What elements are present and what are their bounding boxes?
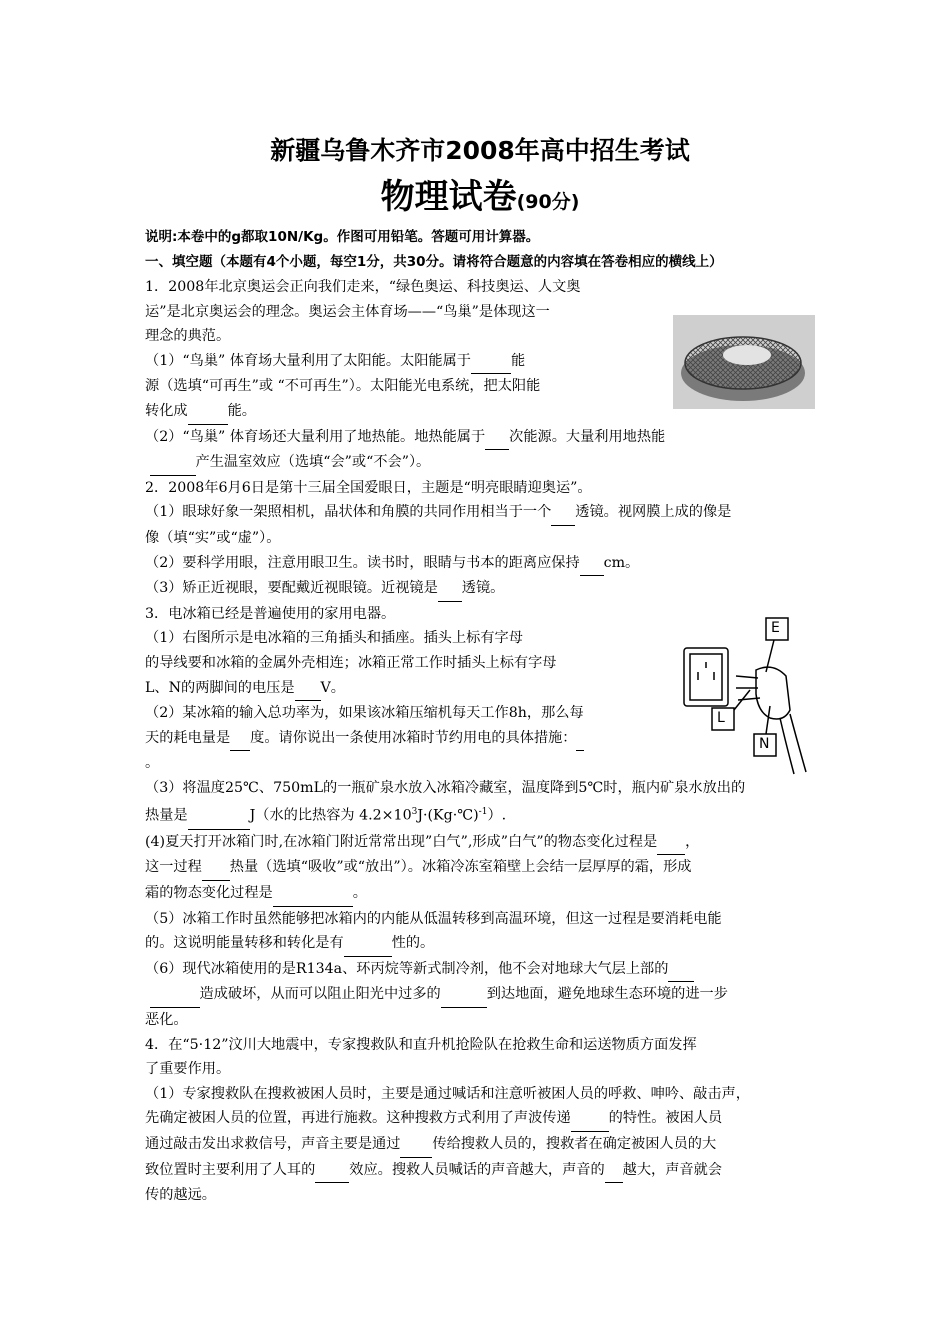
text: J（水的比热容为 4.2×10 [249, 808, 412, 825]
q1-line: 1．2008年北京奥运会正向我们走来，“绿色奥运、科技奥运、人文奥 [145, 279, 581, 295]
blank [551, 500, 575, 526]
q4-line [145, 1158, 815, 1184]
plug-socket-figure [678, 614, 813, 776]
superscript: -1 [478, 807, 488, 818]
q3-line: 。 [145, 755, 160, 772]
text: (4)夏天打开冰箱门时,在冰箱门附近常常出现”白气”,形成”白气”的物态变化过程是 [145, 833, 658, 850]
q2-part3 [145, 576, 815, 602]
section-label: 一、填空题 [145, 254, 213, 270]
q3-line: （3）将温度25℃、750mL的一瓶矿泉水放入冰箱冷藏室，温度降到5℃时，瓶内矿泉水放出的 [145, 779, 746, 796]
q3-line: 恶化。 [145, 1011, 188, 1028]
text: 霜的物态变化过程是 [145, 884, 273, 901]
section-heading [145, 250, 815, 275]
text: 热量（选填“吸收”或“放出”）。冰箱冷冻室箱壁上会结一层厚厚的霜，形成 [229, 859, 692, 876]
text: L、N的两脚间的电压是 [145, 679, 295, 696]
q4-line: 4．在“5·12”汶川大地震中，专家搜救队和直升机抢险队在抢救生命和运送物质方面发挥 [145, 1036, 697, 1053]
text: 次能源。大量利用地热能 [509, 428, 666, 445]
q3-line: 的导线要和冰箱的金属外壳相连；冰箱正常工作时插头上标有字母 [145, 654, 557, 671]
text: 的特性。被困人员 [608, 1110, 723, 1127]
exam-title: 新疆乌鲁木齐市2008年高中招生考试 [270, 136, 690, 165]
text: 的。这说明能量转移和转化是有 [145, 935, 344, 952]
text: 通过敲击发出求救信号，声音主要是通过 [145, 1135, 401, 1152]
text: 产生温室效应（选填“会”或“不会”）。 [195, 454, 431, 471]
text: J·(Kg·℃) [417, 808, 479, 825]
blank [471, 349, 511, 375]
blank [441, 982, 487, 1008]
q4-line: 了重要作用。 [145, 1061, 231, 1078]
q1-line: 运”是北京奥运会的理念。奥运会主体育场——“鸟巢”是体现这一 [145, 303, 550, 320]
text: 这一过程 [145, 859, 202, 876]
text: 透镜。 [461, 580, 505, 597]
q2-stem: 2．2008年6月6日是第十三届全国爱眼日，主题是“明亮眼睛迎奥运”。 [145, 479, 592, 496]
blank [150, 450, 196, 476]
text: ， [685, 833, 700, 850]
text: （1）眼球好象一架照相机，晶状体和角膜的共同作用相当于一个 [145, 504, 552, 521]
text: （1）“鸟巢” 体育场大量利用了太阳能。太阳能属于 [145, 352, 471, 369]
text: 效应。搜救人员喊话的声音越大，声音的 [349, 1161, 605, 1178]
q3-line: （5）冰箱工作时虽然能够把冰箱内的内能从低温转移到高温环境，但这一过程是要消耗电能 [145, 910, 722, 927]
label-e: E [771, 620, 780, 636]
blank [400, 1132, 432, 1158]
text: 性的。 [391, 935, 435, 952]
blank [344, 931, 392, 957]
exam-page [145, 128, 815, 1208]
blank [485, 425, 509, 451]
text: 度。请你说出一条使用冰箱时节约用电的具体措施： [250, 729, 577, 746]
text: 传给搜救人员的，搜救者在确定被困人员的大 [432, 1135, 717, 1152]
text: ）. [487, 808, 507, 825]
blank [295, 676, 321, 702]
blank [315, 1158, 349, 1184]
q3-line [145, 881, 815, 907]
score-label: (90分) [516, 191, 580, 213]
q3-line [145, 676, 650, 702]
q1-line: 源（选填“可再生”或 “不可再生”）。太阳能光电系统，把太阳能 [145, 378, 541, 395]
label-l: L [717, 710, 725, 726]
text: 能。 [227, 402, 256, 419]
q3-line [145, 982, 815, 1008]
text: 热量是 [145, 808, 188, 825]
q4-line [145, 1132, 815, 1158]
blank [188, 804, 250, 830]
q4-line: 传的越远。 [145, 1187, 216, 1204]
blank [438, 576, 462, 602]
text: 致位置时主要利用了人耳的 [145, 1161, 316, 1178]
q3-line: （2）某冰箱的输入总功率为，如果该冰箱压缩机每天工作8h，那么每 [145, 705, 584, 722]
blank [273, 881, 353, 907]
q1-line [145, 399, 660, 425]
blank [605, 1158, 623, 1184]
q2-part1 [145, 500, 815, 526]
text: 透镜。视网膜上成的像是 [575, 504, 732, 521]
text: 天的耗电量是 [145, 729, 231, 746]
subject-label: 物理试卷 [380, 177, 517, 217]
label-n: N [759, 736, 770, 752]
text: （3）矫正近视眼，要配戴近视眼镜。近视镜是 [145, 580, 438, 597]
text: 到达地面，避免地球生态环境的进一步 [486, 986, 728, 1003]
blank [202, 855, 230, 881]
instructions: 说明:本卷中的g都取10N/Kg。作图可用铅笔。答题可用计算器。 [145, 229, 540, 245]
q2-part2 [145, 551, 815, 577]
text: 造成破坏，从而可以阻止阳光中过多的 [199, 986, 441, 1003]
text: V。 [320, 679, 345, 696]
blank [571, 1106, 609, 1132]
q4-line: （1）专家搜救队在搜救被困人员时，主要是通过喊话和注意听被困人员的呼救、呻吟、敲击声， [145, 1085, 750, 1102]
q3-line [145, 726, 650, 752]
q4-line [145, 1106, 815, 1132]
q2-line: 像（填“实”或“虚”）。 [145, 529, 281, 546]
q3-line [145, 957, 815, 983]
question-3-top [145, 602, 650, 776]
q1-line: 理念的典范。 [145, 328, 231, 345]
q3-line [145, 931, 815, 957]
blank [668, 957, 694, 983]
text: 转化成 [145, 402, 188, 419]
q3-line [145, 855, 815, 881]
text: （2）要科学用眼，注意用眼卫生。读书时，眼睛与书本的距离应保持 [145, 554, 580, 571]
text: 。 [352, 884, 367, 901]
q3-line [145, 830, 815, 856]
blank [150, 982, 200, 1008]
question-1 [145, 275, 660, 425]
text: （6）现代冰箱使用的是R134a、环丙烷等新式制冷剂，他不会对地球大气层上部的 [145, 960, 669, 977]
blank [657, 830, 685, 856]
q3-stem: 3．电冰箱已经是普遍使用的家用电器。 [145, 605, 396, 622]
section-desc: （本题有4个小题，每空1分，共30分。请将符合题意的内容填在答卷相应的横线上） [212, 254, 723, 270]
text: （2）“鸟巢” 体育场还大量利用了地热能。地热能属于 [145, 428, 486, 445]
blank [580, 551, 604, 577]
exam-subtitle [145, 174, 815, 225]
text: cm。 [603, 554, 640, 571]
q3-line: （1）右图所示是电冰箱的三角插头和插座。插头上标有字母 [145, 630, 523, 647]
birds-nest-photo [673, 315, 815, 409]
blank [230, 726, 250, 752]
text: 能 [510, 352, 526, 369]
superscript: 3 [411, 807, 418, 818]
plug-icon [756, 667, 790, 719]
blank [188, 399, 228, 425]
text: 先确定被困人员的位置，再进行施救。这种搜救方式利用了声波传递 [145, 1110, 571, 1127]
blank [576, 726, 584, 752]
q1-part1 [145, 349, 660, 375]
q1-part2 [145, 425, 815, 451]
text: 越大，声音就会 [622, 1161, 722, 1178]
q3-line [145, 800, 815, 829]
q1-line [145, 450, 815, 476]
